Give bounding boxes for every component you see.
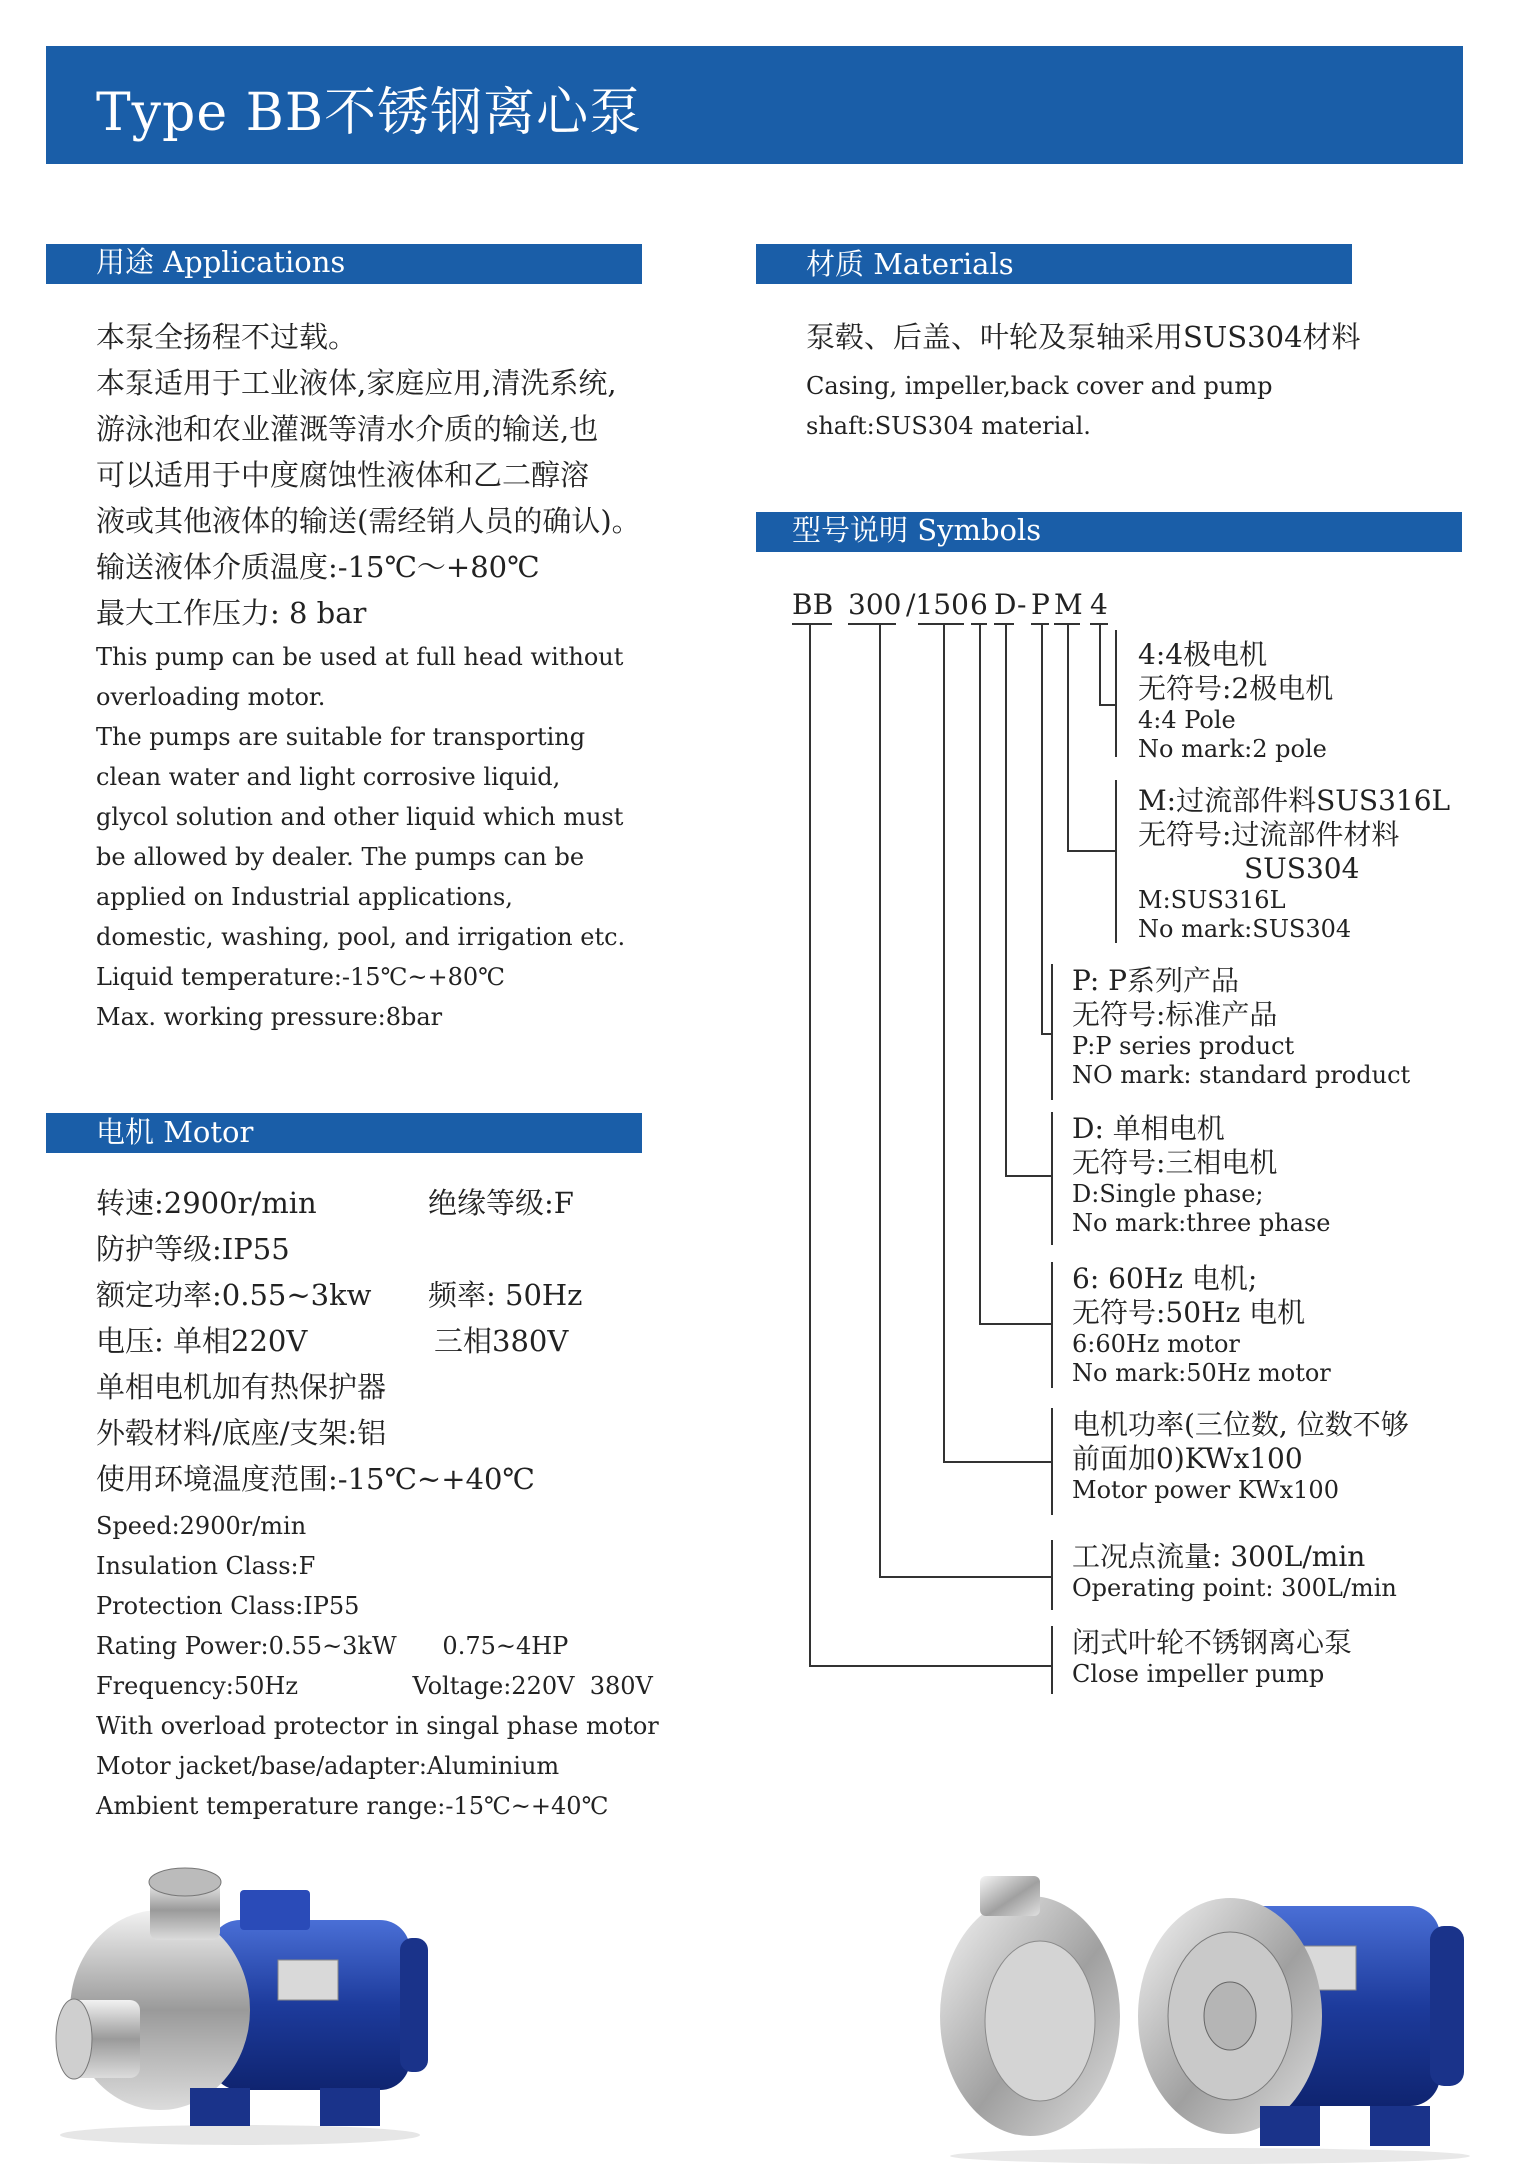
- materials-en-line: Casing, impeller,back cover and pump: [806, 372, 1273, 400]
- legend-zh-line: 无符号:50Hz 电机: [1072, 1296, 1306, 1329]
- motor-zh-cell: 绝缘等级:F: [428, 1186, 574, 1220]
- legend-type: [1072, 1626, 1352, 1689]
- legend-zh-line: 4:4极电机: [1138, 638, 1268, 671]
- legend-en-line: No mark:three phase: [1072, 1209, 1331, 1237]
- legend-zh-line: 无符号:过流部件材料: [1138, 818, 1400, 851]
- legend-zh-line: 无符号:2极电机: [1138, 672, 1334, 705]
- connector-bb: [810, 625, 1052, 1666]
- applications-en-line: Max. working pressure:8bar: [96, 1003, 443, 1031]
- motor-zh-cell: 转速:2900r/min: [96, 1186, 317, 1220]
- motor-zh-cell: 防护等级:IP55: [96, 1232, 290, 1266]
- motor-heading: 电机 Motor: [96, 1115, 254, 1149]
- legend-en-line: 6:60Hz motor: [1072, 1330, 1240, 1358]
- motor-en-line: Ambient temperature range:-15℃~+40℃: [96, 1792, 609, 1820]
- page-title: Type BB不锈钢离心泵: [96, 83, 643, 143]
- pump-photo-left: [40, 1860, 440, 2150]
- legend-flow: [1072, 1540, 1397, 1603]
- code-d: D: [994, 588, 1017, 621]
- code-150: /150: [906, 588, 969, 621]
- applications-zh-line: 游泳池和农业灌溉等清水介质的输送,也: [96, 412, 599, 446]
- symbols-heading: 型号说明 Symbols: [792, 513, 1042, 547]
- code-dash: -: [1017, 588, 1027, 621]
- code-bb: BB: [792, 588, 834, 621]
- legend-en-line: NO mark: standard product: [1072, 1061, 1411, 1089]
- legend-zh-line: 无符号:三相电机: [1072, 1146, 1278, 1179]
- connector-p: [1042, 625, 1052, 1034]
- materials-en-line: shaft:SUS304 material.: [806, 412, 1091, 440]
- legend-en-line: No mark:50Hz motor: [1072, 1359, 1331, 1387]
- applications-heading: 用途 Applications: [96, 245, 346, 279]
- materials-heading: 材质 Materials: [806, 247, 1014, 281]
- legend-en-line: Close impeller pump: [1072, 1660, 1325, 1688]
- motor-zh-cell: 电压: 单相220V: [96, 1324, 308, 1358]
- legend-en-line: M:SUS316L: [1138, 886, 1286, 914]
- legend-zh-line: 6: 60Hz 电机;: [1072, 1262, 1258, 1295]
- motor-zh-cell: 外毂材料/底座/支架:铝: [96, 1416, 387, 1450]
- legend-zh-line: P: P系列产品: [1072, 964, 1240, 997]
- connector-m: [1068, 625, 1116, 851]
- legend-en-line: P:P series product: [1072, 1032, 1295, 1060]
- motor-en-line: Insulation Class:F: [96, 1552, 316, 1580]
- motor-en-line: Motor jacket/base/adapter:Aluminium: [96, 1752, 560, 1780]
- materials-zh: 泵毂、后盖、叶轮及泵轴采用SUS304材料: [806, 320, 1361, 354]
- applications-en-line: This pump can be used at full head without: [96, 643, 624, 671]
- applications-zh-line: 最大工作压力: 8 bar: [96, 596, 367, 630]
- legend-en-line: Operating point: 300L/min: [1072, 1574, 1397, 1602]
- applications-zh-line: 输送液体介质温度:-15℃～+80℃: [96, 550, 540, 584]
- legend-zh-line: SUS304: [1244, 852, 1360, 885]
- legend-zh-line: 前面加0)KWx100: [1072, 1442, 1303, 1475]
- applications-en-line: glycol solution and other liquid which must: [96, 803, 624, 831]
- legend-zh-line: 工况点流量: 300L/min: [1072, 1540, 1366, 1573]
- legend-power: [1072, 1408, 1409, 1505]
- motor-zh-cell: 额定功率:0.55~3kw: [96, 1278, 372, 1312]
- connector-150: [944, 625, 1052, 1462]
- legend-zh-line: 无符号:标准产品: [1072, 998, 1278, 1031]
- connector-4: [1100, 625, 1116, 705]
- applications-en-line: overloading motor.: [96, 683, 326, 711]
- motor-zh-cell: 使用环境温度范围:-15℃~+40℃: [96, 1462, 535, 1496]
- code-300: 300: [848, 588, 902, 621]
- code-4: 4: [1090, 588, 1108, 621]
- legend-zh-line: 闭式叶轮不锈钢离心泵: [1072, 1626, 1353, 1659]
- motor-en-line: Protection Class:IP55: [96, 1592, 360, 1620]
- code-6: 6: [970, 588, 988, 621]
- legend-6: [1072, 1262, 1331, 1388]
- connector-300: [880, 625, 1052, 1577]
- connector-d: [1006, 625, 1052, 1176]
- legend-en-line: No mark:2 pole: [1138, 735, 1327, 763]
- applications-zh-line: 液或其他液体的输送(需经销人员的确认)。: [96, 504, 641, 538]
- legend-en-line: 4:4 Pole: [1138, 706, 1236, 734]
- code-m: M: [1054, 588, 1083, 621]
- motor-en-line: Speed:2900r/min: [96, 1512, 307, 1540]
- legend-4: [1138, 638, 1333, 764]
- applications-en-line: Liquid temperature:-15℃~+80℃: [96, 963, 506, 991]
- motor-zh-cell: 频率: 50Hz: [428, 1278, 583, 1312]
- legend-en-line: D:Single phase;: [1072, 1180, 1264, 1208]
- legend-p: [1072, 964, 1410, 1090]
- legend-d: [1072, 1112, 1331, 1238]
- motor-zh-cell: 单相电机加有热保护器: [96, 1370, 387, 1404]
- legend-zh-line: 电机功率(三位数, 位数不够: [1072, 1408, 1409, 1441]
- legend-zh-line: D: 单相电机: [1072, 1112, 1225, 1145]
- applications-en-line: be allowed by dealer. The pumps can be: [96, 843, 585, 871]
- applications-zh-line: 本泵适用于工业液体,家庭应用,清洗系统,: [96, 366, 617, 400]
- motor-en-line: Rating Power:0.55~3kW 0.75~4HP: [96, 1632, 569, 1660]
- applications-en-line: The pumps are suitable for transporting: [96, 723, 586, 751]
- motor-en-line: With overload protector in singal phase motor: [96, 1712, 659, 1740]
- applications-en-line: applied on Industrial applications,: [96, 883, 513, 911]
- legend-en-line: Motor power KWx100: [1072, 1476, 1339, 1504]
- pump-photo-right: [930, 1866, 1490, 2166]
- applications-zh-line: 本泵全扬程不过载。: [96, 320, 358, 354]
- applications-en-line: domestic, washing, pool, and irrigation etc.: [96, 923, 626, 951]
- motor-zh-cell: 三相380V: [434, 1324, 569, 1358]
- legend-en-line: No mark:SUS304: [1138, 915, 1352, 943]
- motor-en-line: Frequency:50Hz Voltage:220V 380V: [96, 1672, 653, 1700]
- legend-zh-line: M:过流部件料SUS316L: [1138, 784, 1451, 817]
- applications-zh-line: 可以适用于中度腐蚀性液体和乙二醇溶: [96, 458, 590, 492]
- applications-en-line: clean water and light corrosive liquid,: [96, 763, 561, 791]
- code-p: P: [1031, 588, 1050, 621]
- legend-m: [1138, 784, 1450, 944]
